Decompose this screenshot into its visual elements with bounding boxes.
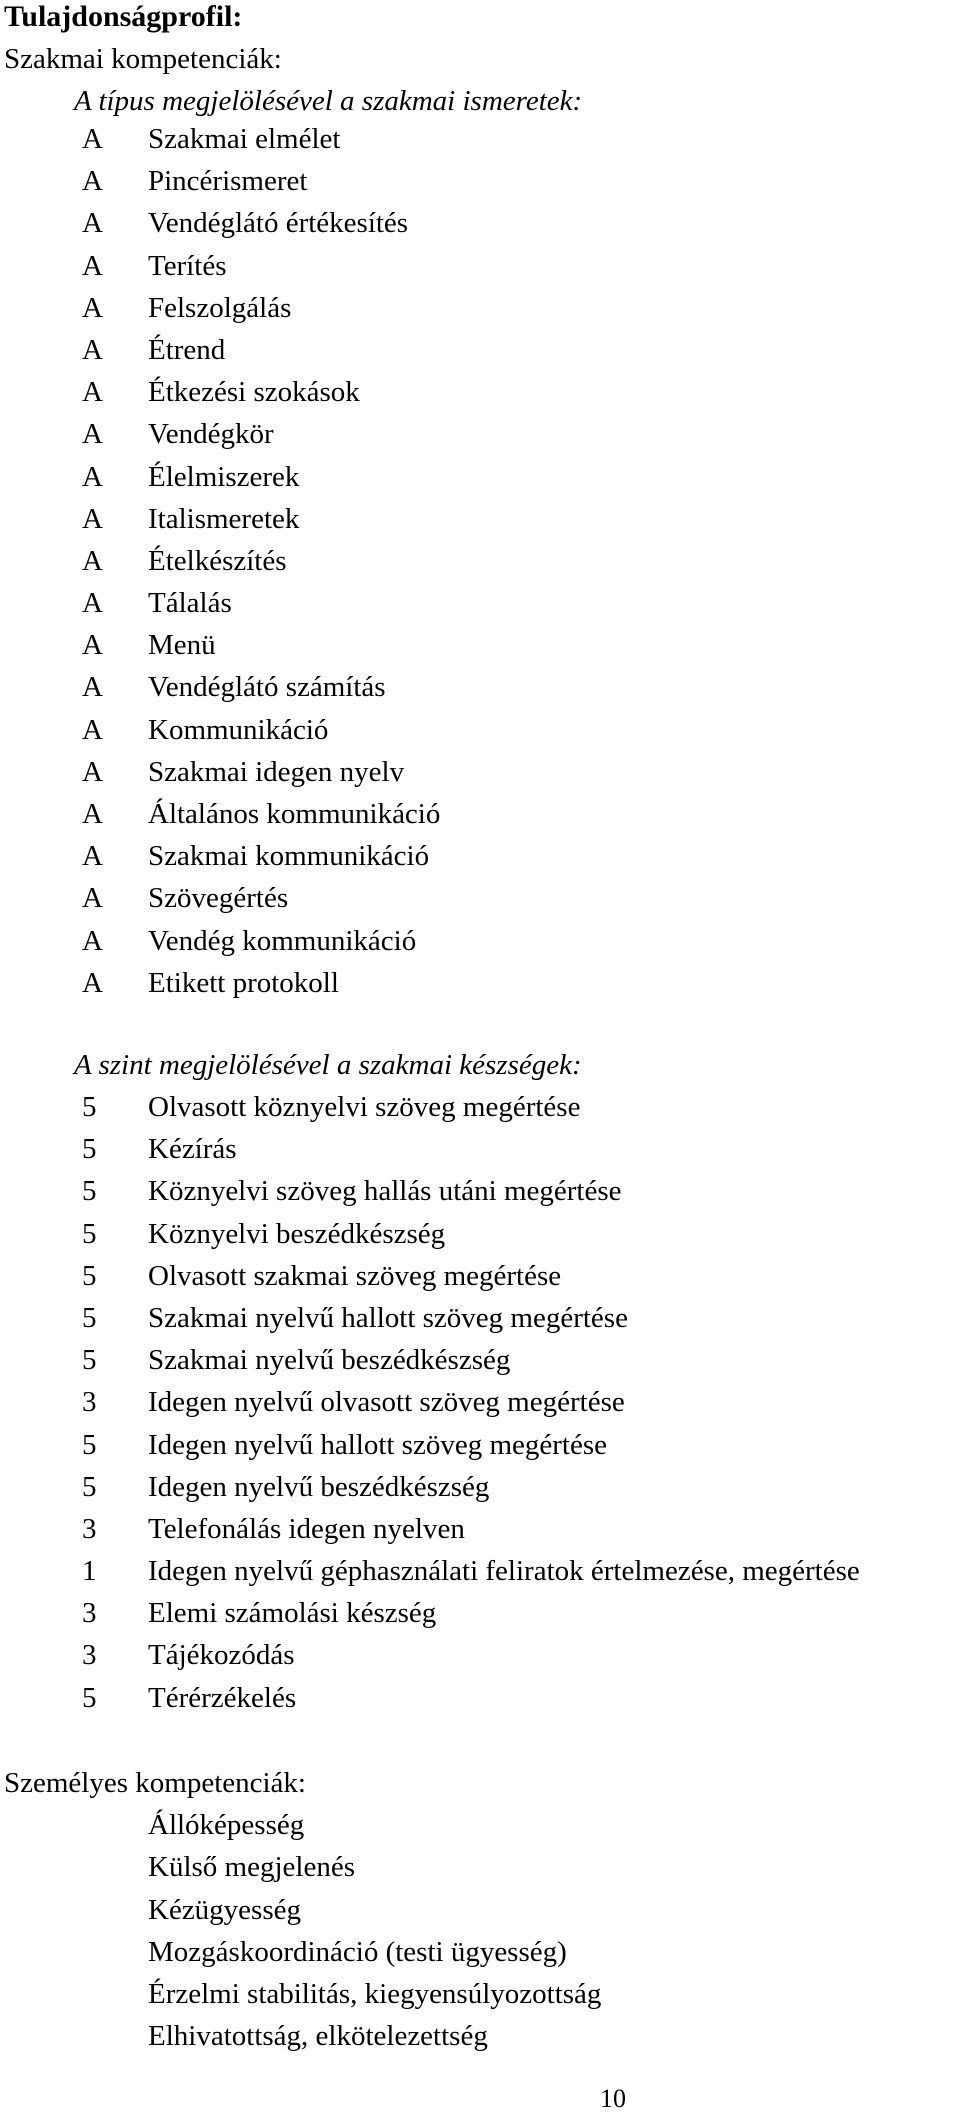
page-number: 10 [600,2084,626,2113]
list-item [0,586,960,628]
level-mark: 5 [82,1175,97,1208]
type-mark: A [82,333,103,366]
list-item [0,206,960,248]
item-label: Elhivatottság, elkötelezettség [148,2020,488,2053]
list-item [0,249,960,291]
item-label: Terítés [148,249,227,282]
level-mark: 5 [82,1133,97,1166]
list-item [0,755,960,797]
personal-list [0,1808,960,2062]
list-item [0,1174,960,1216]
item-label: Telefonálás idegen nyelven [148,1512,465,1545]
type-mark: A [82,840,103,873]
list-item [0,502,960,544]
type-mark: A [82,123,103,155]
list-item [0,460,960,502]
item-label: Szakmai nyelvű hallott szöveg megértése [148,1301,628,1334]
list-item [0,1638,960,1680]
level-mark: 5 [82,1217,97,1250]
item-label: Szövegértés [148,882,289,915]
list-item [0,1385,960,1427]
type-mark: A [82,460,103,493]
item-label: Állóképesség [148,1809,305,1841]
type-mark: A [82,755,103,788]
list-item [0,1428,960,1470]
item-label: Szakmai elmélet [148,123,341,155]
item-label: Érzelmi stabilitás, kiegyensúlyozottság [148,1978,602,2011]
list-item [0,1343,960,1385]
level-mark: 5 [82,1259,97,1292]
type-mark: A [82,713,103,746]
list-item [0,375,960,417]
item-label: Térérzékelés [148,1681,297,1714]
skills-list [0,1090,960,1723]
list-item [0,966,960,1008]
type-mark: A [82,502,103,535]
level-mark: 5 [82,1681,97,1714]
list-item [0,797,960,839]
list-item [0,1681,960,1723]
level-mark: 3 [82,1512,97,1545]
list-item [0,1596,960,1638]
item-label: Menü [148,629,216,662]
item-label: Italismeretek [148,502,300,535]
list-item [0,1090,960,1132]
item-label: Külső megjelenés [148,1851,355,1884]
level-mark: 5 [82,1428,97,1461]
item-label: Étkezési szokások [148,376,360,409]
type-mark: A [82,291,103,324]
item-label: Olvasott köznyelvi szöveg megértése [148,1091,581,1123]
list-item [0,839,960,881]
item-label: Idegen nyelvű beszédkészség [148,1470,490,1503]
knowledge-heading: A típus megjelölésével a szakmai ismeretek: [74,85,583,117]
item-label: Idegen nyelvű géphasználati feliratok értelmezése, megértése [148,1555,860,1588]
item-label: Általános kommunikáció [148,798,441,830]
list-item [0,544,960,586]
item-label: Idegen nyelvű hallott szöveg megértése [148,1428,608,1461]
type-mark: A [82,966,103,999]
item-label: Ételkészítés [148,544,287,577]
item-label: Étrend [148,333,226,366]
list-item [0,164,960,206]
item-label: Olvasott szakmai szöveg megértése [148,1259,562,1292]
list-item [0,1893,960,1935]
list-item [0,1470,960,1512]
list-item [0,713,960,755]
list-item [0,122,960,164]
type-mark: A [82,671,103,704]
item-label: Vendégkör [148,418,274,451]
item-label: Mozgáskoordináció (testi ügyesség) [148,1935,567,1968]
item-label: Köznyelvi szöveg hallás utáni megértése [148,1175,622,1208]
type-mark: A [82,544,103,577]
page-title: Tulajdonságprofil: [4,0,243,33]
list-item [0,1554,960,1596]
type-mark: A [82,924,103,957]
list-item [0,1977,960,2019]
item-label: Pincérismeret [148,165,308,198]
list-item [0,670,960,712]
type-mark: A [82,376,103,409]
list-item [0,1512,960,1554]
type-mark: A [82,629,103,662]
list-item [0,628,960,670]
list-item [0,417,960,459]
item-label: Felszolgálás [148,291,292,324]
item-label: Kézírás [148,1133,237,1166]
item-label: Idegen nyelvű olvasott szöveg megértése [148,1386,625,1419]
list-item [0,1217,960,1259]
item-label: Szakmai idegen nyelv [148,755,405,788]
item-label: Etikett protokoll [148,966,339,999]
type-mark: A [82,418,103,451]
item-label: Vendég kommunikáció [148,924,417,957]
type-mark: A [82,882,103,915]
type-mark: A [82,587,103,620]
list-item [0,1132,960,1174]
type-mark: A [82,207,103,240]
list-item [0,291,960,333]
list-item [0,1935,960,1977]
level-mark: 5 [82,1301,97,1334]
item-label: Vendéglátó értékesítés [148,207,409,240]
type-mark: A [82,798,103,830]
item-label: Szakmai nyelvű beszédkészség [148,1344,511,1377]
item-label: Köznyelvi beszédkészség [148,1217,446,1250]
skills-heading: A szint megjelölésével a szakmai készségek: [74,1049,582,1081]
item-label: Tájékozódás [148,1639,295,1672]
personal-competencies-heading: Személyes kompetenciák: [4,1767,306,1799]
level-mark: 5 [82,1344,97,1377]
item-label: Vendéglátó számítás [148,671,386,704]
level-mark: 5 [82,1470,97,1503]
level-mark: 1 [82,1555,97,1588]
item-label: Elemi számolási készség [148,1597,437,1630]
professional-competencies-heading: Szakmai kompetenciák: [4,43,282,75]
list-item [0,333,960,375]
item-label: Kézügyesség [148,1893,302,1926]
list-item [0,924,960,966]
knowledge-list [0,122,960,1008]
level-mark: 3 [82,1639,97,1672]
item-label: Tálalás [148,587,232,620]
list-item [0,1301,960,1343]
list-item [0,1808,960,1850]
level-mark: 5 [82,1091,97,1123]
type-mark: A [82,249,103,282]
list-item [0,1850,960,1892]
item-label: Kommunikáció [148,713,329,746]
list-item [0,2019,960,2061]
item-label: Élelmiszerek [148,460,300,493]
level-mark: 3 [82,1597,97,1630]
type-mark: A [82,165,103,198]
list-item [0,1259,960,1301]
list-item [0,881,960,923]
level-mark: 3 [82,1386,97,1419]
item-label: Szakmai kommunikáció [148,840,430,873]
